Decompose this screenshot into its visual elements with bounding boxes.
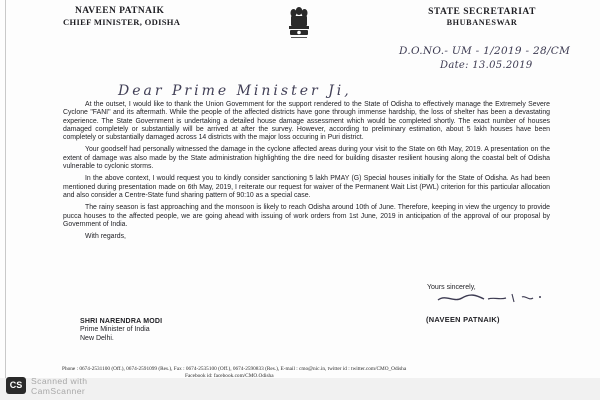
addressee-name: SHRI NARENDRA MODI: [80, 318, 163, 325]
national-emblem-icon: [285, 3, 313, 39]
body-paragraph-3: In the above context, I would request you to kindly consider sanctioning 5 lakh PMAY (G) Special houses initially for the State of Odisha. As had been mentioned during presentation made on 6th May, 2019, I reiterate our request for waiver of the Permanent Wait List (PWL) criterion for this particular allocation and also consider a Centre-State fund sharing pattern of 90:10 as a special case.: [63, 175, 550, 199]
signatory-name: (NAVEEN PATNAIK): [426, 315, 500, 324]
scanner-line-1: Scanned with: [31, 376, 88, 386]
footer-contacts: Phone : 0674-2531100 (Off.), 0674-2591099 (Res.), Fax : 0674-2535100 (Off.), 0674-2590833 (Res.), E-mail : cmo@nic.in, twitter id : twitter.com/CMO_Odisha: [62, 366, 407, 372]
page-edge-line: [5, 0, 6, 378]
body-paragraph-2: Your goodself had personally witnessed the damage in the cyclone affected areas during your visit to the State on 6th May, 2019. A presentation on the extent of damage was also made by the State administration highlighting the dire need for building disaster resilient housing along the coastal belt of Odisha vulnerable to cyclonic storms.: [63, 146, 550, 171]
scan-bottom-band: [0, 378, 600, 400]
camscanner-logo-icon: CS: [6, 377, 26, 394]
salutation: Dear Prime Minister Ji,: [118, 83, 352, 99]
office-city: BHUBANESWAR: [446, 18, 518, 27]
office-name: STATE SECRETARIAT: [428, 7, 536, 17]
body-paragraph-1: At the outset, I would like to thank the Union Government for the support rendered to the State of Odisha to effectively manage the Extremely Severe Cyclone "FANI" and its aftermath. While the people of the affected districts have gone through immense hardship, the loss of shelter has been a devastating experience. The State Government is undertaking a detailed house damage assessment which would be completed shortly. The exact number of houses damaged completely or substantially will be arrived at after the survey. However, according to preliminary estimation, about 5 lakh houses have been completely or substantially damaged across 14 districts with the major loss occuring in Puri district.: [63, 101, 550, 142]
reference-number: D.O.NO.- UM - 1/2019 - 28/CM: [399, 45, 571, 57]
letterhead-footer: [62, 366, 542, 380]
closing-line: Yours sincerely,: [427, 284, 476, 291]
footer-facebook: Facebook id: facebook.com/CMO.Odisha: [185, 373, 274, 379]
body-paragraph-4: The rainy season is fast approaching and the monsoon is likely to reach Odisha around 10th of June. Therefore, keeping in view the urgency to provide pucca houses to the affected people, we are going ahead with issuing of work orders from 1st June, 2019 in anticipation of the approval of our proposal by Government of India.: [63, 204, 550, 228]
scanner-watermark: [31, 377, 87, 396]
regards-line: With regards,: [85, 233, 126, 241]
scanner-line-2: CamScanner: [31, 385, 86, 396]
addressee-block: [80, 318, 162, 343]
letter-body: [63, 101, 550, 245]
sender-title: CHIEF MINISTER, ODISHA: [63, 17, 181, 27]
sender-block: [63, 6, 273, 27]
addressee-designation: Prime Minister of India: [80, 326, 150, 334]
signature-icon: [436, 291, 546, 305]
addressee-location: New Delhi.: [80, 334, 114, 342]
sender-name: NAVEEN PATNAIK: [75, 6, 165, 16]
letter-date: Date: 13.05.2019: [440, 60, 533, 71]
office-block: [392, 7, 572, 27]
